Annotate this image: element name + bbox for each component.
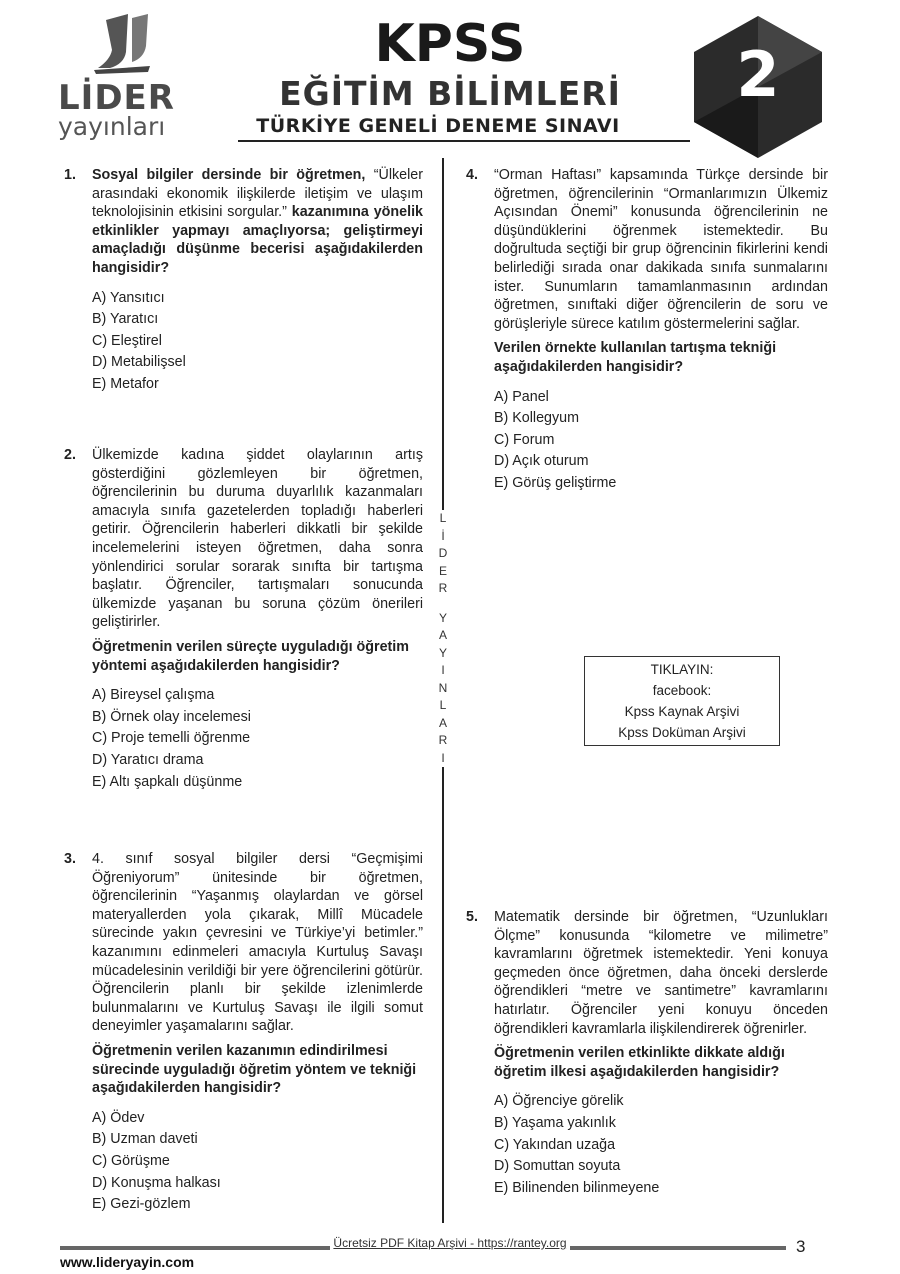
- question-number: 3.: [64, 851, 76, 867]
- question-stem: Ülkemizde kadına şiddet olaylarının artış gösterdiğini gözlemleyen bir öğretmen, öğrencilerinin bu duruma duyarlılık kazanmaları amacıyla sınıfa gazetelerden topladığı haberleri getirir. Öğrencilerin haberleri dikkatli bir şekilde incelemelerini isteyen öğretmen, daha sonra yönlendirici sorular sorarak sınıfta bir tartışma başlatır. Öğrenciler, tartışmaları sonucunda ülkemizde yaşanan bu soruna çözüm önerileri geliştirirler.: [92, 447, 423, 631]
- header-rule: [238, 140, 690, 142]
- option-a[interactable]: A) Bireysel çalışma: [92, 687, 215, 704]
- vertical-letter: L: [439, 698, 447, 712]
- logo-name: LİDER: [58, 78, 175, 118]
- question-stem: 4. sınıf sosyal bilgiler dersi “Geçmişimi Öğreniyorum” ünitesinde bir öğretmen, öğrencilerinin “Yaşanmış olaylardan ve görsel materyallerden yola çıkarak, Millî Mücadele sürecinde yakın çevresini ve Türkiye’yi betimler.” kazanımını edinmeleri amacıyla Kurtuluş Savaşı mücadelesinin verildiği bir yere öğrencilerini götürür. Öğrencilerin planlı bir şekilde izlenimlerde bulunmalarını ve Kurtuluş Savaşı ile ilgili somut deneyimler yaşamalarını sağlar.: [92, 851, 423, 1035]
- question-2: [64, 446, 423, 793]
- option-a[interactable]: A) Ödev: [92, 1109, 145, 1126]
- publisher-logo: [58, 8, 198, 141]
- exam-title: KPSS: [374, 14, 526, 74]
- question-stem-part: Sosyal bilgiler dersinde bir öğretmen,: [92, 167, 374, 183]
- promo-line: Kpss Doküman Arşivi: [618, 725, 746, 740]
- exam-subtitle: EĞİTİM BİLİMLERİ: [279, 74, 621, 113]
- question-3: [64, 850, 423, 1216]
- vertical-letter: R: [438, 581, 448, 595]
- promo-line: Kpss Kaynak Arşivi: [624, 704, 740, 719]
- options-list: [92, 685, 423, 793]
- vertical-letter: E: [438, 563, 447, 578]
- question-stem: “Orman Haftası” kapsamında Türkçe dersinde bir öğretmen, öğrencilerinin “Ormanlarımızın Ülkemiz Açısından Önemi” konusunda öğrencilerinin ne düşündüklerini öğrenmek istemektedir. Bu doğrultuda seçtiği bir grup öğrencinin fikirlerini kendi belirlediği sırada onar dakikada sınıfa sunmalarını ister. Sunumların tamamlanmasının ardından öğretmen, sınıftaki diğer öğrencilerin de soru ve görüşleriyle sürece katılım göstermelerini sağlar.: [494, 167, 828, 332]
- question-5: [466, 908, 828, 1199]
- question-prompt: Öğretmenin verilen süreçte uyguladığı öğretim yöntemi aşağıdakilerden hangisidir?: [92, 638, 409, 674]
- vertical-letter: Y: [438, 610, 447, 625]
- vertical-letter: İ: [441, 528, 445, 543]
- option-b[interactable]: B) Yaratıcı: [92, 311, 159, 328]
- option-a[interactable]: A) Yansıtıcı: [92, 289, 165, 306]
- option-a[interactable]: A) Panel: [494, 388, 549, 405]
- question-stem-part: kazanımına yönelik etkinlikler yapmayı amaçlıyorsa; geliştirmeyi amaçladığı düşünme becerisi aşağıdakilerden hangisidir?: [92, 204, 423, 276]
- question-stem-part: “Ülkeler arasındaki ekonomik ilişkilerde iletişim ve ulaşım teknolojisinin etkisini sorgular.”: [92, 167, 423, 221]
- option-a[interactable]: A) Öğrenciye görelik: [494, 1093, 624, 1110]
- footer-link[interactable]: Ücretsiz PDF Kitap Arşivi - https://rantey.org: [330, 1236, 570, 1250]
- option-d[interactable]: D) Metabilişsel: [92, 354, 186, 371]
- option-b[interactable]: B) Kollegyum: [494, 410, 580, 427]
- promo-box[interactable]: [584, 656, 780, 746]
- vertical-letter: A: [438, 628, 447, 642]
- option-e[interactable]: E) Gezi-gözlem: [92, 1196, 191, 1213]
- question-number: 2.: [64, 447, 76, 463]
- question-stem: Matematik dersinde bir öğretmen, “Uzunlukları Ölçme” konusunda “kilometre ve milimetre” kavramlarını öğretmek istemektedir. Yeni konuya geçmeden önce öğretmen, daha önceki derslerde öğrendikleri “metre ve santimetre” kavramlarını hatırlatır. Öğrenciler yeni konuyu önceden öğrendikleri kavramlarla ilişkilendirerek öğrenirler.: [494, 909, 828, 1037]
- options-list: [92, 1108, 423, 1216]
- exam-number: 2: [736, 38, 780, 111]
- vertical-letter: N: [438, 680, 448, 695]
- options-list: [494, 387, 828, 495]
- vertical-gap: [433, 598, 453, 610]
- promo-line: TIKLAYIN:: [650, 662, 714, 677]
- page-number: 3: [796, 1237, 806, 1256]
- question-number: 1.: [64, 167, 76, 183]
- logo-mark-icon: [88, 12, 158, 74]
- option-c[interactable]: C) Yakından uzağa: [494, 1136, 616, 1153]
- option-e[interactable]: E) Görüş geliştirme: [494, 474, 617, 491]
- vertical-letter: D: [438, 546, 448, 560]
- option-b[interactable]: B) Yaşama yakınlık: [494, 1114, 616, 1131]
- option-c[interactable]: C) Proje temelli öğrenme: [92, 730, 251, 747]
- option-e[interactable]: E) Metafor: [92, 375, 159, 392]
- option-d[interactable]: D) Konuşma halkası: [92, 1174, 221, 1191]
- question-prompt: Öğretmenin verilen etkinlikte dikkate aldığı öğretim ilkesi aşağıdakilerden hangisidir?: [494, 1045, 785, 1080]
- vertical-letter: R: [438, 733, 448, 747]
- option-d[interactable]: D) Yaratıcı drama: [92, 751, 204, 768]
- option-c[interactable]: C) Görüşme: [92, 1152, 170, 1169]
- option-b[interactable]: B) Uzman daveti: [92, 1131, 198, 1148]
- option-e[interactable]: E) Altı şapkalı düşünme: [92, 773, 243, 790]
- option-d[interactable]: D) Somuttan soyuta: [494, 1158, 621, 1175]
- vertical-letter: Y: [438, 645, 447, 660]
- logo-subtitle: yayınları: [58, 112, 166, 141]
- vertical-letter: I: [441, 663, 445, 677]
- option-e[interactable]: E) Bilinenden bilinmeyene: [494, 1179, 660, 1196]
- option-c[interactable]: C) Forum: [494, 431, 555, 448]
- vertical-letter: I: [441, 750, 445, 765]
- question-number: 4.: [466, 167, 478, 183]
- question-1: [64, 166, 423, 396]
- vertical-letter: L: [439, 511, 447, 525]
- options-list: [494, 1091, 828, 1199]
- vertical-publisher-text: [433, 510, 453, 767]
- question-number: 5.: [466, 909, 478, 925]
- question-stem: [92, 166, 423, 278]
- exam-subtitle-2: TÜRKİYE GENELİ DENEME SINAVI: [256, 115, 620, 137]
- question-4: [466, 166, 828, 495]
- question-prompt: Öğretmenin verilen kazanımın edindirilmesi sürecinde uyguladığı öğretim yöntem ve tekniği aşağıdakilerden hangisidir?: [92, 1042, 417, 1097]
- option-b[interactable]: B) Örnek olay incelemesi: [92, 708, 251, 725]
- option-d[interactable]: D) Açık oturum: [494, 453, 589, 470]
- question-prompt: Verilen örnekte kullanılan tartışma tekniği aşağıdakilerden hangisidir?: [494, 340, 777, 375]
- promo-line: facebook:: [652, 683, 712, 698]
- publisher-url[interactable]: www.lideryayin.com: [60, 1254, 195, 1270]
- options-list: [92, 288, 423, 396]
- option-c[interactable]: C) Eleştirel: [92, 332, 162, 349]
- vertical-letter: A: [438, 715, 447, 730]
